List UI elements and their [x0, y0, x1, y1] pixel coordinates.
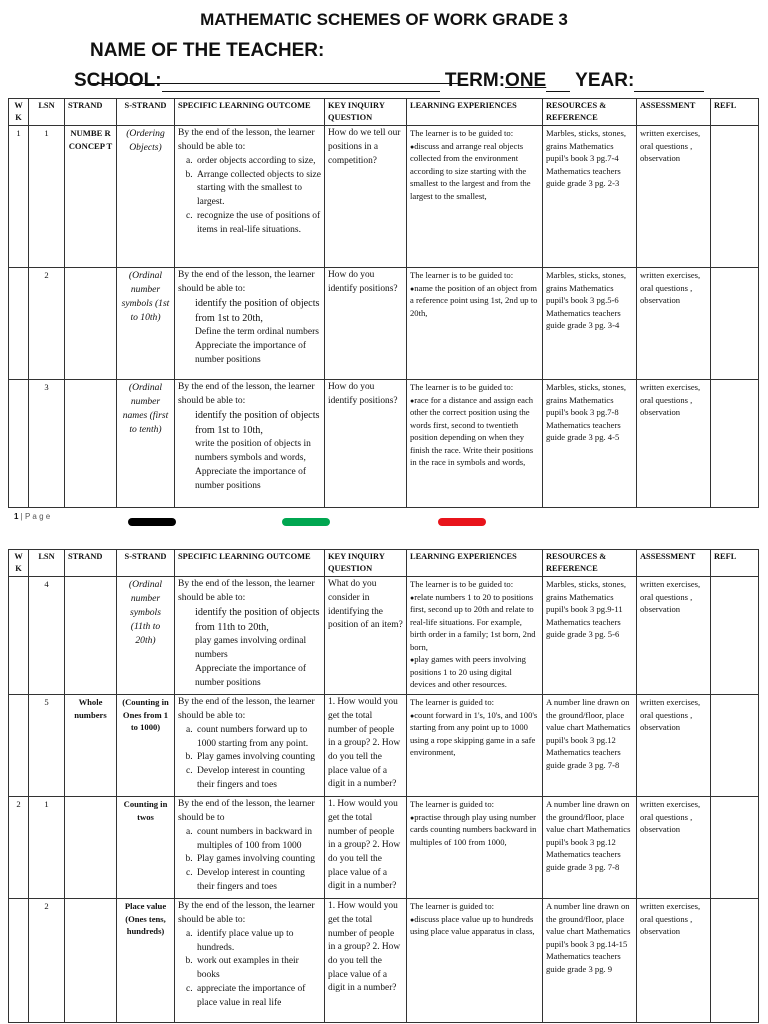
resources-cell: Marbles, sticks, stones, grains Mathematics pupil's book 3 pg.7-4 Mathematics teachers guide grade 3 pg. 2-3 [543, 126, 637, 268]
experience-cell [407, 380, 543, 508]
resources-cell: Marbles, sticks, stones, grains Mathematics pupil's book 3 pg.9-11 Mathematics teachers guide grade 3 pg. 5-6 [543, 577, 637, 695]
week-cell: 1 [9, 126, 29, 268]
column-header-resources: RESOURCES & REFERENCE [543, 550, 637, 577]
outcome-intro: By the end of the lesson, the learner should be able to: [178, 697, 315, 722]
term-value: ONE [505, 70, 547, 91]
table-row [9, 577, 759, 695]
column-header-lsn: LSN [29, 550, 65, 577]
experience-item: ● relate numbers 1 to 20 to positions first, second up to 20th and relate to real-life situations. For example, birth order in a family; 1st born, 2nd born, [410, 591, 539, 653]
outcome-item: a. count numbers forward up to 1000 starting from any point. [195, 724, 321, 752]
experience-cell [407, 695, 543, 797]
reflection-cell [711, 380, 759, 508]
outcome-item: play games involving ordinal numbers [195, 636, 307, 661]
week-cell [9, 695, 29, 797]
column-header-assessment: ASSESSMENT [637, 550, 711, 577]
table-body-2 [9, 577, 759, 1023]
reflection-cell [711, 695, 759, 797]
lesson-cell: 2 [29, 268, 65, 380]
outcome-item: Appreciate the importance of number positions [195, 467, 307, 491]
teacher-label: NAME OF THE TEACHER: [90, 40, 325, 61]
outcome-cell [175, 126, 325, 268]
experience-intro: The learner is guided to: [410, 901, 494, 912]
outcome-cell [175, 899, 325, 1023]
inquiry-question-cell: 1. How would you get the total number of people in a group? 2. How do you tell the place value of a digit in a number? [325, 797, 407, 899]
sub-strand-cell: (Ordering Objects) [117, 126, 175, 268]
inquiry-question-cell: 1. How would you get the total number of people in a group? 2. How do you tell the place value of a digit in a number? [325, 899, 407, 1023]
resources-cell: Marbles, sticks, stones, grains Mathematics pupil's book 3 pg.7-8 Mathematics teachers guide grade 3 pg. 4-5 [543, 380, 637, 508]
inquiry-question-cell: How do we tell our positions in a competition? [325, 126, 407, 268]
outcome-intro: By the end of the lesson, the learner should be able to: [178, 901, 315, 926]
experience-cell [407, 268, 543, 380]
table-row [9, 797, 759, 899]
column-header-question: KEY INQUIRY QUESTION [325, 550, 407, 577]
outcome-intro: By the end of the lesson, the learner should be to [178, 799, 315, 824]
column-header-reflection: REFL [711, 99, 759, 126]
column-header-resources: RESOURCES & REFERENCE [543, 99, 637, 126]
outcome-cell [175, 380, 325, 508]
column-header-outcome: SPECIFIC LEARNING OUTCOME [175, 550, 325, 577]
outcome-cell [175, 577, 325, 695]
school-label: SCHOOL: [74, 70, 162, 91]
column-header-strand: STRAND [65, 99, 117, 126]
outcome-list [178, 928, 321, 1011]
experience-intro: The learner is to be guided to: [410, 270, 514, 281]
outcome-cell [175, 268, 325, 380]
scheme-table-page-1 [8, 98, 759, 508]
column-header-question: KEY INQUIRY QUESTION [325, 99, 407, 126]
red-color-bar [438, 518, 486, 526]
lesson-cell: 2 [29, 899, 65, 1023]
lesson-cell: 1 [29, 126, 65, 268]
assessment-cell: written exercises, oral questions , observation [637, 380, 711, 508]
black-color-bar [128, 518, 176, 526]
outcome-list [178, 724, 321, 793]
outcome-intro: By the end of the lesson, the learner should be able to: [178, 382, 315, 407]
experience-cell [407, 126, 543, 268]
year-blank [634, 73, 704, 92]
table-header-row [9, 550, 759, 577]
outcome-item: identify the position of objects from 11th to 20th, [195, 606, 320, 633]
sub-strand-cell: (Ordinal number names (first to tenth) [117, 380, 175, 508]
experience-intro: The learner is to be guided to: [410, 382, 514, 393]
experience-intro: The learner is guided to: [410, 799, 494, 810]
experience-item: ● discuss place value up to hundreds using place value apparatus in class, [410, 913, 539, 938]
page-title: MATHEMATIC SCHEMES OF WORK GRADE 3 [200, 10, 568, 29]
school-blank [162, 73, 440, 92]
strand-cell [65, 380, 117, 508]
reflection-cell [711, 268, 759, 380]
outcome-intro: By the end of the lesson, the learner should be able to: [178, 579, 315, 604]
week-cell [9, 268, 29, 380]
page-number: 1 [14, 512, 19, 521]
outcome-item: a. order objects according to size, [195, 155, 321, 169]
resources-cell: A number line drawn on the ground/floor, place value chart Mathematics pupil's book 3 pg.12 Mathematics teachers guide grade 3 pg. 7-8 [543, 695, 637, 797]
outcome-list [178, 826, 321, 895]
reflection-cell [711, 797, 759, 899]
table-row [9, 126, 759, 268]
experience-item: ● count forward in 1's, 10's, and 100's starting from any point up to 1000 using a rope skipping game in a safe environment, [410, 709, 539, 759]
reflection-cell [711, 577, 759, 695]
column-header-reflection: REFL [711, 550, 759, 577]
sub-strand-cell: (Ordinal number symbols (1st to 10th) [117, 268, 175, 380]
outcome-item: b. Arrange collected objects to size starting with the smallest to largest. [195, 169, 321, 210]
lesson-cell: 3 [29, 380, 65, 508]
column-header-wk: W K [9, 99, 29, 126]
outcome-cell [175, 695, 325, 797]
experience-intro: The learner is guided to: [410, 697, 494, 708]
inquiry-question-cell: How do you identify positions? [325, 268, 407, 380]
outcome-item: Define the term ordinal numbers [195, 327, 319, 338]
sub-strand-cell: (Counting in Ones from 1 to 1000) [117, 695, 175, 797]
outcome-item: c. appreciate the importance of place value in real life [195, 983, 321, 1011]
assessment-cell: written exercises, oral questions , observation [637, 268, 711, 380]
outcome-item: b. Play games involving counting [195, 751, 321, 765]
table-row [9, 695, 759, 797]
strand-cell [65, 268, 117, 380]
year-label: YEAR: [575, 70, 635, 91]
table-row [9, 268, 759, 380]
sub-strand-cell: (Ordinal number symbols (11th to 20th) [117, 577, 175, 695]
experience-intro: The learner is to be guided to: [410, 579, 514, 590]
page-footer: 1 | P a g e [14, 512, 51, 521]
week-cell [9, 899, 29, 1023]
strand-cell: NUMBE R CONCEP T [65, 126, 117, 268]
strand-cell [65, 899, 117, 1023]
experience-cell [407, 577, 543, 695]
outcome-item: Appreciate the importance of number positions [195, 664, 307, 688]
school-term-year-line [74, 70, 754, 92]
strand-cell [65, 797, 117, 899]
reflection-cell [711, 899, 759, 1023]
term-blank [546, 73, 570, 92]
outcome-item: write the position of objects in numbers symbols and words, [195, 439, 311, 464]
week-cell [9, 380, 29, 508]
column-header-experience: LEARNING EXPERIENCES [407, 99, 543, 126]
experience-cell [407, 899, 543, 1023]
sub-strand-cell: Place value (Ones tens, hundreds) [117, 899, 175, 1023]
assessment-cell: written exercises, oral questions , observation [637, 899, 711, 1023]
outcome-intro: By the end of the lesson, the learner should be able to: [178, 128, 315, 153]
assessment-cell: written exercises, oral questions , observation [637, 577, 711, 695]
resources-cell: A number line drawn on the ground/floor, place value chart Mathematics pupil's book 3 pg.12 Mathematics teachers guide grade 3 pg. 7-8 [543, 797, 637, 899]
column-header-assessment: ASSESSMENT [637, 99, 711, 126]
green-color-bar [282, 518, 330, 526]
sub-strand-cell: Counting in twos [117, 797, 175, 899]
outcome-item: c. Develop interest in counting their fingers and toes [195, 765, 321, 793]
table-header-row-2 [9, 550, 759, 577]
experience-item: ● play games with peers involving positions 1 to 20 using digital devices and other resources. [410, 653, 539, 690]
experience-intro: The learner is to be guided to: [410, 128, 514, 139]
column-header-strand: STRAND [65, 550, 117, 577]
table-header-row-1 [9, 99, 759, 126]
term-label: TERM: [444, 70, 506, 91]
outcome-item: Appreciate the importance of number positions [195, 341, 307, 365]
strand-cell [65, 577, 117, 695]
table-body-1 [9, 126, 759, 508]
table-row [9, 380, 759, 508]
week-cell [9, 577, 29, 695]
resources-cell: A number line drawn on the ground/floor, place value chart Mathematics pupil's book 3 pg.14-15 Mathematics teachers guide grade 3 pg. 9 [543, 899, 637, 1023]
experience-item: ● discuss and arrange real objects collected from the environment according to size starting with the smallest to the largest and from the largest to the smallest, [410, 140, 539, 202]
table-header-row [9, 99, 759, 126]
experience-item: ● name the position of an object from a reference point using 1st, 2nd up to 20th, [410, 282, 539, 319]
column-header-experience: LEARNING EXPERIENCES [407, 550, 543, 577]
outcome-intro: By the end of the lesson, the learner should be able to: [178, 270, 315, 295]
outcome-list [178, 155, 321, 238]
strand-cell: Whole numbers [65, 695, 117, 797]
outcome-item: a. count numbers in backward in multiples of 100 from 1000 [195, 826, 321, 854]
table-row [9, 899, 759, 1023]
scheme-table-page-2 [8, 549, 759, 1023]
outcome-cell [175, 797, 325, 899]
inquiry-question-cell: How do you identify positions? [325, 380, 407, 508]
experience-cell [407, 797, 543, 899]
reflection-cell [711, 126, 759, 268]
outcome-item: c. recognize the use of positions of items in real-life situations. [195, 210, 321, 238]
outcome-item: b. Play games involving counting [195, 853, 321, 867]
column-header-lsn: LSN [29, 99, 65, 126]
assessment-cell: written exercises, oral questions , observation [637, 797, 711, 899]
experience-item: ● race for a distance and assign each other the correct position using the words first, second to twentieth position depending on when they finish the race. Write their positions in the race in symbols and words, [410, 394, 539, 469]
experience-item: ● practise through play using number cards counting numbers backward in multiples of 100 from 1000, [410, 811, 539, 848]
outcome-item: c. Develop interest in counting their fingers and toes [195, 867, 321, 895]
assessment-cell: written exercises, oral questions , observation [637, 126, 711, 268]
page-label: P a g e [24, 512, 51, 521]
outcome-item: a. identify place value up to hundreds. [195, 928, 321, 956]
assessment-cell: written exercises, oral questions , observation [637, 695, 711, 797]
outcome-item: b. work out examples in their books [195, 955, 321, 983]
lesson-cell: 5 [29, 695, 65, 797]
inquiry-question-cell: 1. How would you get the total number of people in a group? 2. How do you tell the place value of a digit in a number? [325, 695, 407, 797]
column-header-wk: W K [9, 550, 29, 577]
lesson-cell: 4 [29, 577, 65, 695]
column-header-sub-strand: S-STRAND [117, 99, 175, 126]
week-cell: 2 [9, 797, 29, 899]
outcome-item: identify the position of objects from 1st to 10th, [195, 409, 320, 436]
lesson-cell: 1 [29, 797, 65, 899]
outcome-item: identify the position of objects from 1st to 20th, [195, 297, 320, 324]
column-header-outcome: SPECIFIC LEARNING OUTCOME [175, 99, 325, 126]
inquiry-question-cell: What do you consider in identifying the position of an item? [325, 577, 407, 695]
resources-cell: Marbles, sticks, stones, grains Mathematics pupil's book 3 pg.5-6 Mathematics teachers guide grade 3 pg. 3-4 [543, 268, 637, 380]
column-header-sub-strand: S-STRAND [117, 550, 175, 577]
